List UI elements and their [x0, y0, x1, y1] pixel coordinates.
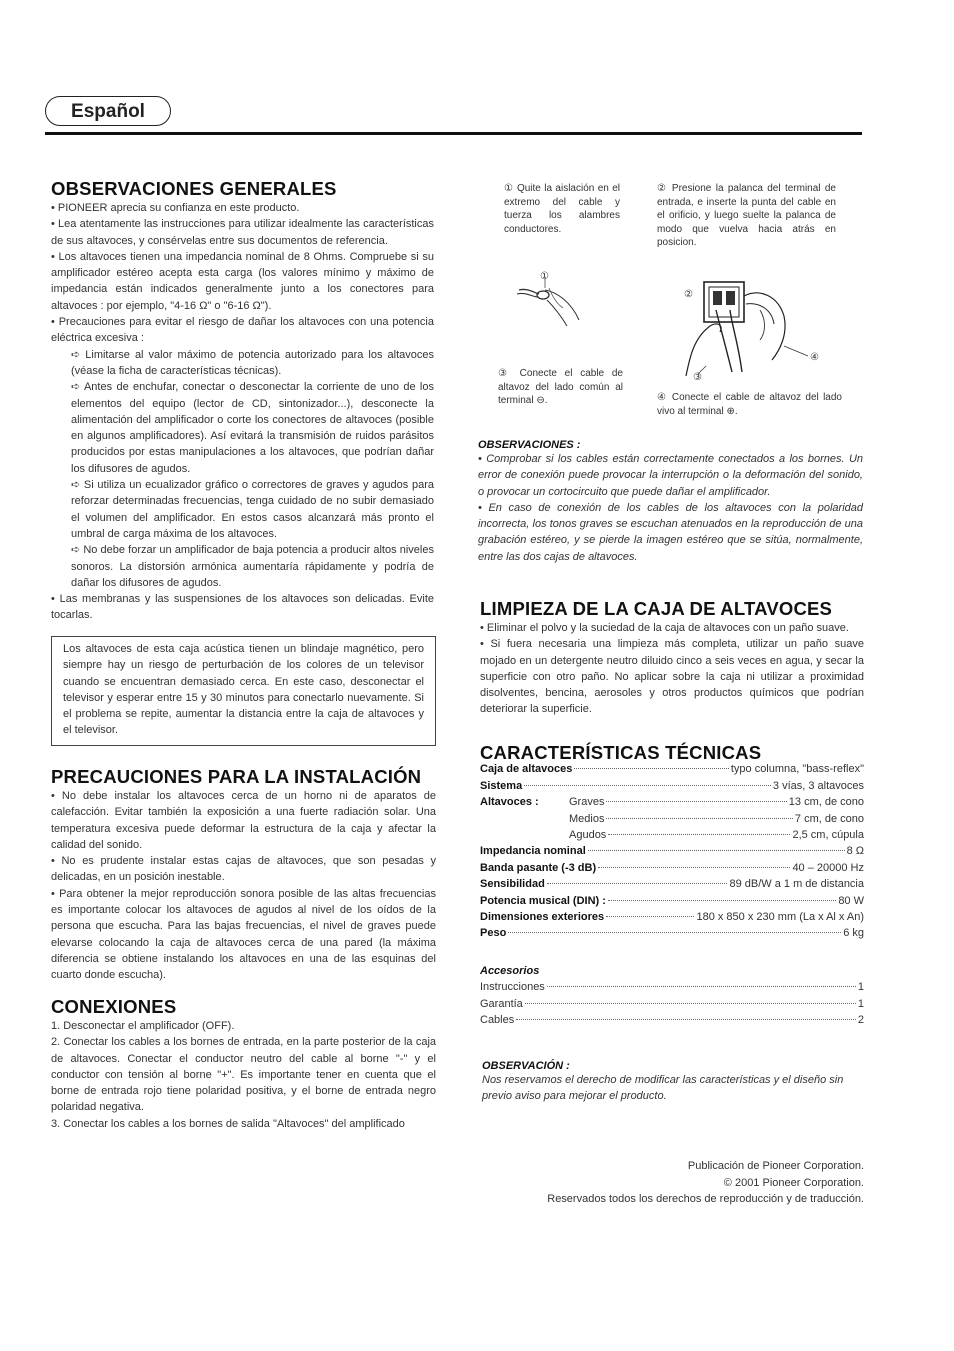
- figure-caption-3: ③ Conecte el cable de altavoz del lado común al terminal ⊖.: [498, 368, 623, 407]
- leader-dots: [547, 986, 856, 987]
- accessories-title: Accesorios: [480, 965, 540, 977]
- callout-2: ②: [684, 289, 693, 300]
- spec-row: [480, 925, 864, 941]
- notice-text: Nos reservamos el derecho de modificar las características y el diseño sin previo aviso para mejorar el producto.: [482, 1074, 844, 1103]
- spec-table: [480, 761, 864, 941]
- section-limpieza: [480, 598, 864, 718]
- leader-dots: [547, 883, 728, 884]
- header-rule: [45, 132, 862, 135]
- footer-line: © 2001 Pioneer Corporation.: [723, 1176, 864, 1189]
- spec-row: [480, 843, 864, 859]
- leader-dots: [608, 900, 836, 901]
- spec-value: 8 Ω: [846, 845, 864, 858]
- leader-dots: [606, 801, 786, 802]
- accessory-row: [480, 996, 864, 1012]
- spec-row: [480, 794, 864, 810]
- leader-dots: [516, 1019, 856, 1020]
- spec-value: typo columna, "bass-reflex": [730, 763, 864, 776]
- spec-row: [480, 893, 864, 909]
- paragraph: 2. Conectar los cables a los bornes de entrada, en la parte posterior de la caja de altavoces. Conectar el conductor neutro del cable al borne "-" y el conductor con tensión al borne "+". Es importante tener en cuenta que el borne de entrada rojo tiene polaridad positiva, y el borne de entrada negro polaridad negativa.: [51, 1036, 436, 1114]
- indented-item: ➪ No debe forzar un amplificador de baja potencia a producir altos niveles sonoros. La distorsión armónica aumentaría rápidamente y podría de dañar los difusores de agudos.: [71, 544, 434, 589]
- spec-value: 6 kg: [843, 927, 864, 940]
- spec-row: [480, 876, 864, 892]
- spec-row: [480, 811, 864, 827]
- paragraph: • No debe instalar los altavoces cerca de un horno ni de aparatos de calefacción. Evitar también la exposición a una fuerte radiación solar. Una temperatura excesiva puede deformar la estructura de la caja y afectar la calidad del sonido.: [51, 790, 436, 851]
- spec-sublabel: Agudos: [569, 829, 607, 842]
- accessory-label: Cables: [480, 1014, 515, 1027]
- spec-label: Potencia musical (DIN) :: [480, 894, 606, 907]
- callout-3: ③: [693, 372, 702, 383]
- figure-caption-4: ④ Conecte el cable de altavoz del lado vivo al terminal ⊕.: [657, 392, 842, 417]
- paragraph: 3. Conectar los cables a los bornes de salida "Altavoces" del amplificado: [51, 1117, 405, 1130]
- accessory-qty: 1: [857, 997, 864, 1010]
- terminal-hand-illustration: [680, 276, 820, 380]
- section-caracteristicas: [480, 742, 864, 942]
- spec-label: Peso: [480, 927, 507, 940]
- spec-value: 3 vías, 3 altavoces: [772, 779, 864, 792]
- footer-line: Publicación de Pioneer Corporation.: [687, 1160, 864, 1172]
- leader-dots: [574, 768, 729, 769]
- notes-title: OBSERVACIONES :: [478, 439, 581, 451]
- section-title: CONEXIONES: [51, 996, 177, 1017]
- spec-label: Altavoces :: [480, 796, 539, 809]
- notice-title: OBSERVACIÓN :: [482, 1060, 570, 1072]
- section-title: PRECAUCIONES PARA LA INSTALACIÓN: [51, 766, 422, 787]
- publisher-footer: [547, 1158, 864, 1208]
- section-title: LIMPIEZA DE LA CAJA DE ALTAVOCES: [480, 598, 833, 619]
- leader-dots: [525, 1003, 856, 1004]
- tv-warning-text: Los altavoces de esta caja acústica tienen un blindaje magnético, pero siempre hay un riesgo de perturbación de los colores de un televisor cuando se encuentran demasiado cerca. En este caso, desconectar el televisor y esperar entre 15 y 30 minutos para conectarlo nuevamente. Si el problema se repite, aumentar la distancia entre la caja de altavoces y el televisor.: [63, 643, 424, 737]
- paragraph: • Eliminar el polvo y la suciedad de la caja de altavoces con un paño suave.: [480, 622, 849, 634]
- spec-row: [480, 860, 864, 876]
- stripped-wire-illustration: [505, 268, 595, 330]
- indented-item: ➪ Limitarse al valor máximo de potencia autorizado para los altavoces (véase la ficha de características técnicas).: [71, 348, 434, 377]
- spec-label: Banda pasante (-3 dB): [480, 861, 597, 874]
- accessory-label: Instrucciones: [480, 981, 545, 994]
- accessories-list: [480, 979, 864, 1028]
- indented-item: ➪ Si utiliza un ecualizador gráfico o correctores de graves y agudos para reforzar determinadas frecuencias, tenga cuidado de no subir demasiado el volumen del amplificador. En estos casos alcanzará más pronto el umbral de carga máxima de los altavoces.: [71, 479, 434, 540]
- leader-dots: [588, 850, 845, 851]
- paragraph: • Lea atentamente las instrucciones para utilizar idealmente las características de sus altavoces, y consérvelas entre sus documentos de referencia.: [51, 218, 434, 247]
- leader-dots: [524, 785, 771, 786]
- spec-sublabel: Medios: [569, 812, 605, 825]
- paragraph: • Los altavoces tienen una impedancia nominal de 8 Ohms. Compruebe si su amplificador estéreo acepta esta carga (los valores mínimo y máximo de impedancia están indicados generalmente junto a los conectores para altavoces : por ejemplo, "4-16 Ω" o "6-16 Ω").: [51, 250, 434, 312]
- spec-row: [480, 761, 864, 777]
- spec-value: 40 – 20000 Hz: [792, 861, 864, 874]
- callout-4: ④: [810, 352, 819, 363]
- leader-dots: [606, 916, 694, 917]
- paragraph: • Las membranas y las suspensiones de los altavoces son delicadas. Evite tocarlas.: [51, 593, 434, 622]
- section-observaciones-generales: [51, 178, 434, 624]
- paragraph: • Precauciones para evitar el riesgo de dañar los altavoces con una potencia eléctrica excesiva :: [51, 316, 434, 345]
- spec-label: Dimensiones exteriores: [480, 911, 605, 924]
- accessory-qty: 1: [857, 981, 864, 994]
- accessory-row: [480, 1012, 864, 1028]
- spec-value: 89 dB/W a 1 m de distancia: [729, 878, 864, 891]
- spec-row: [480, 827, 864, 843]
- spec-label: Sistema: [480, 779, 523, 792]
- section-observacion: [482, 1060, 867, 1105]
- paragraph: • PIONEER aprecia su confianza en este producto.: [51, 202, 300, 214]
- callout-1: ①: [540, 271, 549, 282]
- paragraph: • Si fuera necesaria una limpieza más completa, utilizar un paño suave mojado en un detergente neutro diluido cinco a seis veces en agua, y secar la superficie con otro paño. No aplicar sobre la caja ni utilizar a proximidad disolventes, bencina, aerosoles y otros productos químicos que podrían deteriorar la superficie.: [480, 638, 864, 716]
- paragraph: 1. Desconectar el amplificador (OFF).: [51, 1020, 235, 1032]
- section-title: CARACTERÍSTICAS TÉCNICAS: [480, 742, 762, 763]
- spec-label: Impedancia nominal: [480, 845, 586, 858]
- section-conexiones: [51, 996, 436, 1132]
- paragraph: • Comprobar si los cables están correctamente conectados a los bornes. Un error de conexión puede provocar la interrupción o la deformación del sonido, o provocar un cortocircuito que puede dañar el amplificador.: [478, 453, 863, 498]
- paragraph: • En caso de conexión de los cables de los altavoces con la polaridad incorrecta, los tonos graves se escuchan atenuados en la reproducción de una grabación estéreo, y se pierde la imagen estéreo que se sitúa, normalmente, entre las dos cajas de altavoces.: [478, 501, 863, 563]
- paragraph: • No es prudente instalar estas cajas de altavoces, que son pesadas y delicadas, en un posición inestable.: [51, 855, 436, 884]
- spec-value: 2,5 cm, cúpula: [792, 829, 864, 842]
- figure-caption-1: ① Quite la aislación en el extremo del cable y tuerza los alambres conductores.: [504, 183, 620, 235]
- tv-warning-box: [51, 636, 436, 746]
- spec-value: 13 cm, de cono: [788, 796, 864, 809]
- leader-dots: [598, 867, 790, 868]
- accessory-label: Garantía: [480, 997, 523, 1010]
- language-tab: Español: [45, 96, 171, 126]
- footer-line: Reservados todos los derechos de reproducción y de traducción.: [547, 1193, 864, 1205]
- accessory-qty: 2: [857, 1014, 864, 1027]
- accessory-row: [480, 979, 864, 995]
- leader-dots: [608, 834, 790, 835]
- indented-item: ➪ Antes de enchufar, conectar o desconectar la corriente de uno de los elementos del equipo (lector de CD, sintonizador...), desconecte la alimentación del amplificador o corte los conectores de altavoces (posible en algunos amplificadores). Así evitará la transmisión de ruidos parásitos producidos por estas manipulaciones a los altavoces, que podrían dañar los difusores de agudos.: [71, 381, 434, 475]
- spec-value: 180 x 850 x 230 mm (La x Al x An): [696, 911, 864, 924]
- figure-caption-2: ② Presione la palanca del terminal de entrada, e inserte la punta del cable en el orificio, y luego suelte la palanca de modo que vuelva hacia atrás en posicion.: [657, 183, 836, 249]
- paragraph: • Para obtener la mejor reproducción sonora posible de las altas frecuencias es importante colocar los altavoces de agudos al nivel de los oídos de la persona que escucha. Para las bajas frecuencias, el nivel de graves puede elevarse colocando la caja de altavoces cerca de una pared (la máxima diferencia se obtiene instalando los altavoces en una de las esquinas del cuarto donde escucha).: [51, 887, 436, 982]
- section-precauciones: [51, 766, 436, 984]
- leader-dots: [606, 818, 792, 819]
- spec-row: [480, 909, 864, 925]
- section-observaciones: [478, 439, 863, 565]
- spec-sublabel: Graves: [569, 796, 605, 809]
- section-accesorios: [480, 963, 864, 1029]
- spec-value: 7 cm, de cono: [794, 812, 864, 825]
- leader-dots: [508, 932, 841, 933]
- spec-value: 80 W: [838, 894, 864, 907]
- spec-label: Caja de altavoces: [480, 763, 573, 776]
- spec-label: Sensibilidad: [480, 878, 545, 891]
- spec-row: [480, 778, 864, 794]
- section-title: OBSERVACIONES GENERALES: [51, 178, 337, 199]
